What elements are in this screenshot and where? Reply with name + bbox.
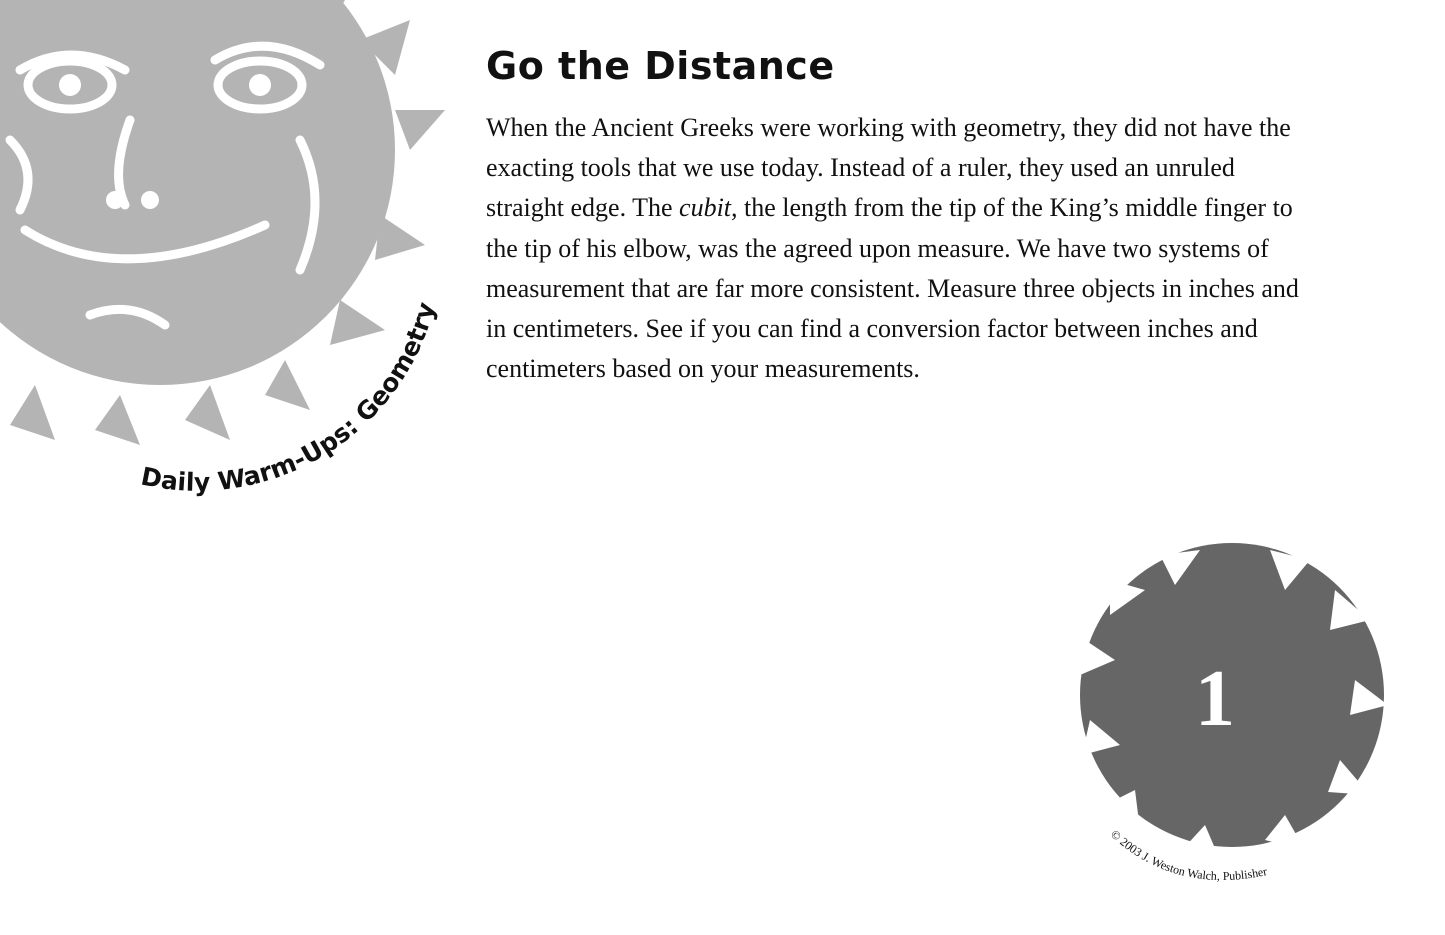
sun-illustration — [0, 0, 470, 500]
warmup-number-badge — [1070, 530, 1400, 890]
warmup-number: 1 — [1195, 655, 1235, 743]
body-term-cubit: cubit, — [679, 193, 738, 223]
warmup-body-text — [486, 108, 1306, 389]
page-title: Go the Distance — [486, 44, 835, 88]
body-text-part1: When the Ancient Greeks were working with geometry, they did not have the exacting tools that we use today. Instead of a ruler, they used an unruled straight edge. The — [486, 113, 1291, 223]
copyright-text: © 2003 J. Weston Walch, Publisher — [1108, 826, 1269, 884]
series-label-text: Daily Warm-Ups: Geometry — [138, 298, 441, 497]
body-text-part2: the length from the tip of the King’s middle finger to the tip of his elbow, was the agreed upon measure. We have two systems of measurement that are far more consistent. Measure three objects in inches and in centimeters. See if you can find a conversion factor between inches and centimeters based on your measurements. — [486, 193, 1299, 384]
